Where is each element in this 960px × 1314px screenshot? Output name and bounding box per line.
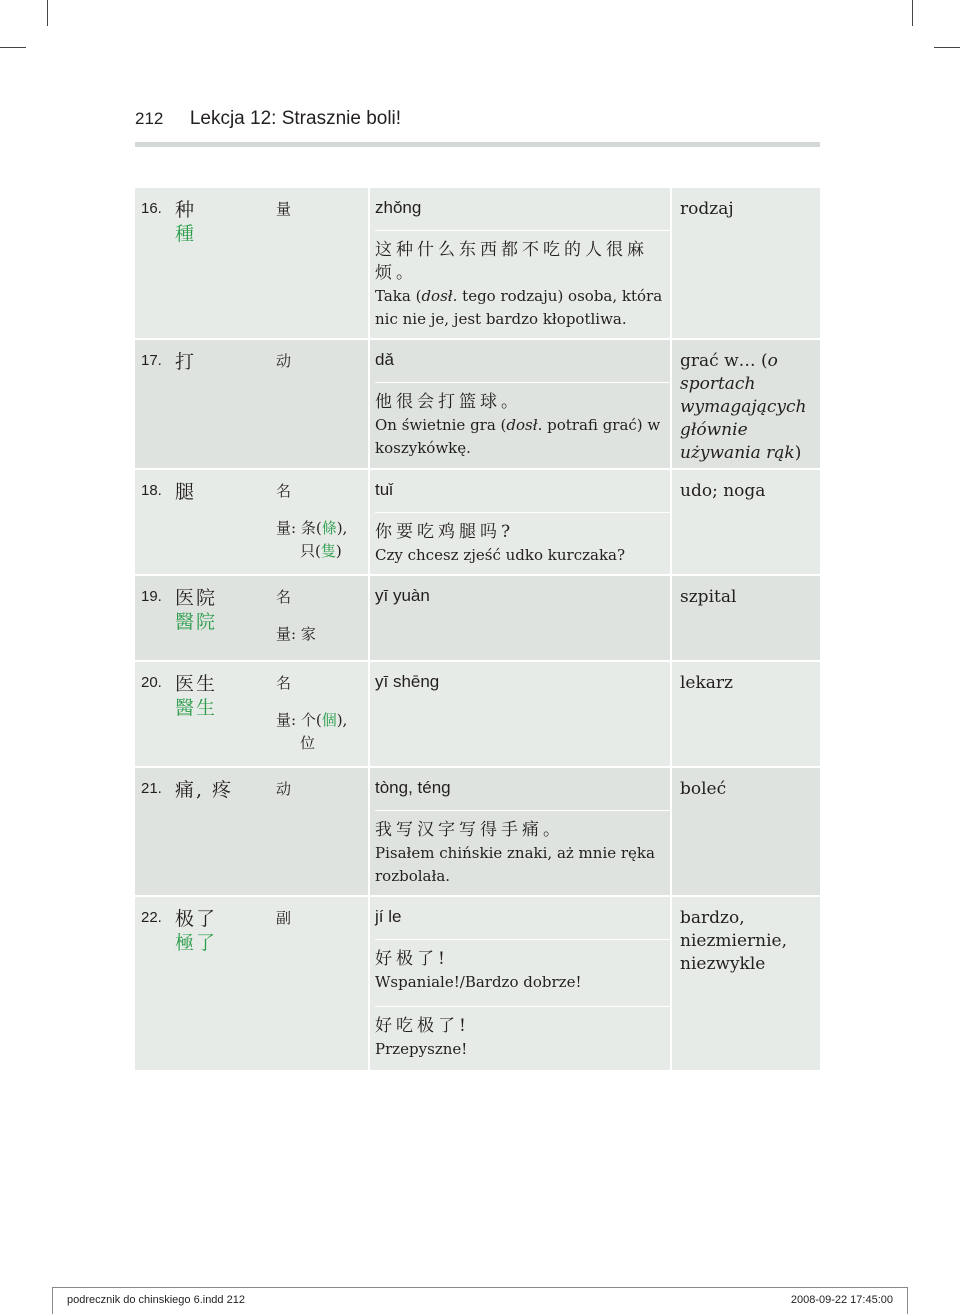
pinyin: jí le: [375, 907, 402, 926]
word-class: 量: [276, 200, 292, 218]
page-header: [135, 108, 401, 130]
header-rule: [135, 142, 820, 147]
hanzi: 极了 極了: [175, 908, 218, 954]
example-polish: On świetnie gra (dosł. potrafi grać) w koszykówkę.: [375, 416, 661, 457]
example-polish: Taka (dosł. tego rodzaju) osoba, która nic nie je, jest bardzo kłopotliwa.: [375, 287, 663, 328]
table-row: [135, 897, 820, 1072]
hanzi: 打: [175, 351, 197, 373]
definition: bardzo, niezmiernie, niezwykle: [680, 908, 787, 974]
entry-body: [375, 350, 670, 460]
entry-body: [375, 198, 670, 331]
pinyin: zhǒng: [375, 198, 422, 217]
print-slug: [52, 1287, 908, 1314]
pinyin: tòng, téng: [375, 778, 451, 797]
crop-mark: [47, 0, 48, 26]
table-row: [135, 470, 820, 576]
hanzi: 痛, 疼: [175, 779, 234, 801]
definition: szpital: [680, 587, 737, 607]
file-name: podrecznik do chinskiego 6.indd 212: [67, 1294, 245, 1306]
definition: boleć: [680, 779, 727, 799]
entry-body: [375, 586, 670, 606]
example-chinese: 好极了!: [375, 949, 449, 969]
page-title: Lekcja 12: Strasznie boli!: [189, 108, 402, 129]
definition: grać w… (o sportach wymagających głównie używania rąk): [680, 351, 807, 463]
entry-number: 21.: [141, 780, 162, 797]
crop-mark: [0, 47, 26, 48]
example-polish: Wspaniale!/Bardzo dobrze!: [375, 973, 582, 991]
example-polish: Przepyszne!: [375, 1040, 468, 1058]
example-chinese: 好吃极了!: [375, 1016, 470, 1036]
hanzi: 腿: [175, 481, 197, 503]
entry-body: [375, 778, 670, 888]
example-polish: Pisałem chińskie znaki, aż mnie ręka rozbolała.: [375, 844, 655, 885]
entry-number: 18.: [141, 482, 162, 499]
pinyin: yī yuàn: [375, 586, 430, 605]
example-chinese: 你要吃鸡腿吗?: [375, 522, 515, 542]
example-chinese: 这种什么东西都不吃的人很麻烦。: [375, 240, 648, 283]
pinyin: tuǐ: [375, 480, 393, 499]
definition: udo; noga: [680, 481, 766, 501]
word-class: 名 量: 家: [276, 588, 316, 643]
definition: rodzaj: [680, 199, 734, 219]
traditional: 種: [175, 223, 197, 245]
entry-body: [375, 480, 670, 567]
table-row: [135, 768, 820, 897]
pinyin: dǎ: [375, 350, 394, 369]
entry-body: [375, 907, 670, 1061]
table-row: [135, 188, 820, 340]
word-class: 动: [276, 780, 292, 798]
hanzi: 医院 醫院: [175, 587, 218, 633]
entry-number: 19.: [141, 588, 162, 605]
table-row: [135, 340, 820, 470]
entry-number: 20.: [141, 674, 162, 691]
word-class: 动: [276, 352, 292, 370]
word-class: 名 量: 条(條), 只(隻): [276, 482, 348, 560]
example-polish: Czy chcesz zjeść udko kurczaka?: [375, 546, 626, 564]
crop-mark: [912, 0, 913, 26]
definition: lekarz: [680, 673, 734, 693]
entry-body: [375, 672, 670, 692]
hanzi: [175, 198, 196, 246]
entry-number: 17.: [141, 352, 162, 369]
table-row: [135, 576, 820, 662]
print-date: 2008-09-22 17:45:00: [790, 1294, 893, 1306]
simplified: 种: [175, 199, 197, 221]
example-chinese: 我写汉字写得手痛。: [375, 820, 564, 840]
vocabulary-table: [135, 188, 820, 1072]
word-class: 副: [276, 909, 292, 927]
entry-number: 22.: [141, 909, 162, 926]
page-number: 212: [135, 109, 164, 128]
word-class: 名 量: 个(個), 位: [276, 674, 348, 752]
crop-mark: [934, 47, 960, 48]
hanzi: 医生 醫生: [175, 673, 218, 719]
entry-number: 16.: [141, 200, 162, 217]
table-row: [135, 662, 820, 768]
example-chinese: 他很会打篮球。: [375, 392, 522, 412]
pinyin: yī shēng: [375, 672, 440, 691]
